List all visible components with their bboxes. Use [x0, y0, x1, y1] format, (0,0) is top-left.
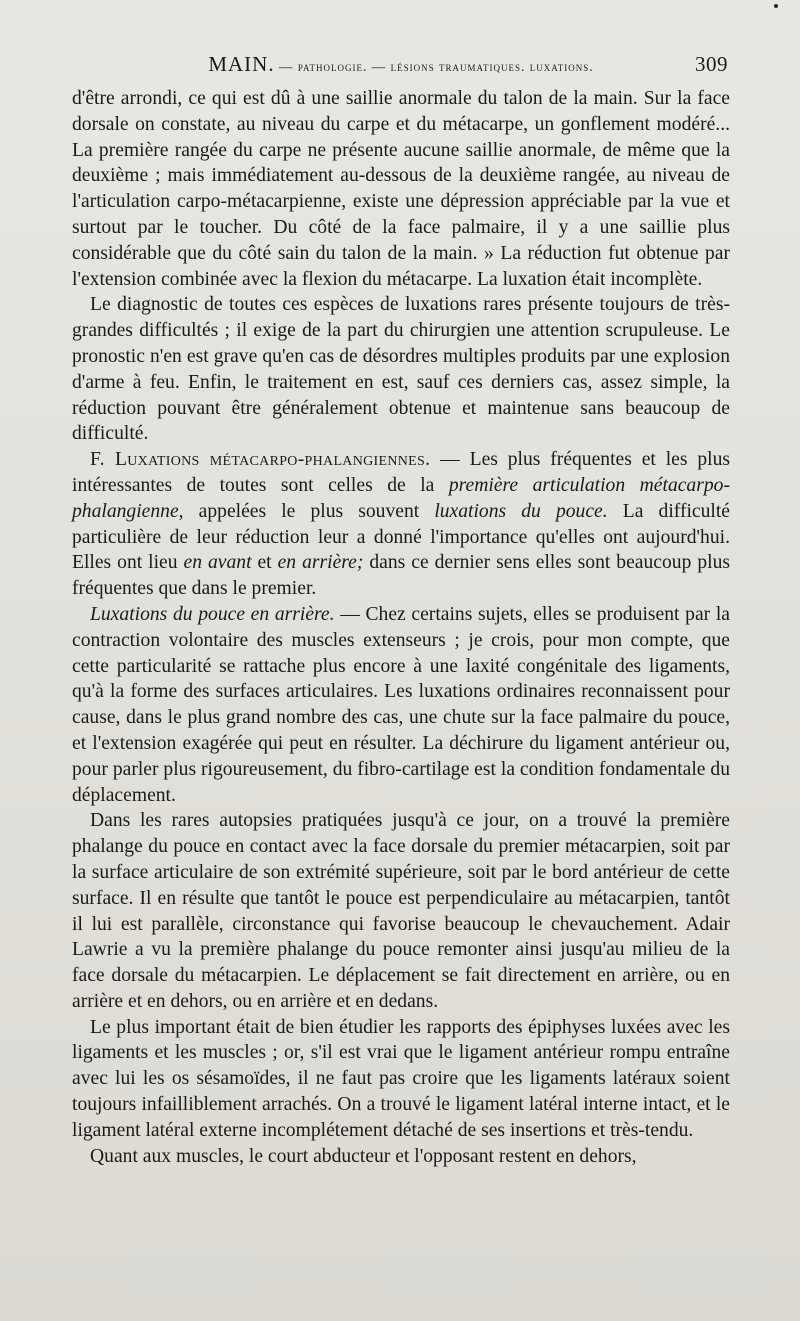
- italic-run: luxations du pouce.: [434, 500, 608, 522]
- subsection-heading: Luxations du pouce en arrière.: [90, 603, 335, 625]
- text-run: et: [251, 552, 278, 574]
- italic-run: première articulation métacarpo-phalangienne: [72, 474, 730, 522]
- paragraph-2: Le diagnostic de toutes ces espèces de luxations rares présente toujours de très-grandes difficultés ; il exige de la part du chirurgien une attention scrupuleuse. Le pronostic n'en est grave qu'en cas de désordres multiples produits par une explosion d'arme à feu. Enfin, le traitement en est, sauf ces derniers cas, assez simple, la réduction pouvant être généralement obtenue et maintenue sans beaucoup de difficulté.: [72, 294, 730, 445]
- paragraph-6: Le plus important était de bien étudier les rapports des épiphyses luxées avec les ligaments et les muscles ; or, s'il est vrai que le ligament antérieur rompu entraîne avec lui les os sésamoïdes, il ne faut pas croire que les ligaments latéraux soient toujours infailliblement arrachés. On a trouvé le ligament latéral interne intact, et le ligament latéral externe incomplétement détaché de ses insertions et très-tendu.: [72, 1016, 730, 1141]
- body-text: [72, 86, 730, 1169]
- text-run: , appelées le plus souvent: [178, 500, 435, 522]
- paragraph-1: d'être arrondi, ce qui est dû à une saillie anormale du talon de la main. Sur la face dorsale on constate, au niveau du carpe et du métacarpe, un gonflement modéré... La première rangée du carpe ne présente aucune saillie anormale, de même que la deuxième ; mais immédiatement au-dessous de la deuxième rangée, au niveau de l'articulation carpo-métacarpienne, existe une dépression appréciable par la vue et surtout par le toucher. Du côté de la face palmaire, il y a une saillie plus considérable que du côté sain du talon de la main. » La réduction fut obtenue par l'extension combinée avec la flexion du métacarpe. La luxation était incomplète.: [72, 88, 730, 290]
- running-head-subtitle: — pathologie. — lésions traumatiques. luxations.: [274, 59, 594, 74]
- ink-speck: [774, 4, 778, 8]
- section-heading: F. Luxations métacarpo-phalangiennes.: [90, 449, 431, 471]
- text-run: dans ce dernier sens elles sont beaucoup plus fréquentes que dans le premier.: [72, 552, 731, 600]
- italic-run: en avant: [183, 552, 252, 574]
- italic-run: en arrière;: [277, 552, 364, 574]
- page-number: 309: [695, 52, 728, 76]
- paragraph-7: Quant aux muscles, le court abducteur et l'opposant restent en dehors,: [90, 1145, 637, 1167]
- text-run: La difficulté particulière de leur réduction leur a donné l'importance qu'elles ont aujourd'hui. Elles ont lieu: [72, 500, 730, 574]
- running-head: [72, 52, 730, 86]
- text-run: — Les plus fréquentes et les plus intéressantes de toutes sont celles de la: [72, 449, 730, 496]
- text-run: — Chez certains sujets, elles se produisent par la contraction volontaire des muscles extenseurs ; je crois, pour mon compte, que cette particularité se rattache plus encore à une laxité congénitale des ligaments, qu'à la forme des surfaces articulaires. Les luxations ordinaires reconnaissent pour cause, dans le plus grand nombre des cas, une chute sur la face palmaire du pouce, et l'extension exagérée qui peut en résulter. La déchirure du ligament antérieur ou, pour parler plus rigoureusement, du fibro-cartilage est la condition fondamentale du déplacement.: [72, 603, 730, 806]
- paragraph-3: [72, 447, 730, 602]
- running-head-title: MAIN.: [208, 52, 275, 76]
- paragraph-4: [72, 602, 730, 808]
- paragraph-5: Dans les rares autopsies pratiquées jusqu'à ce jour, on a trouvé la première phalange du pouce en contact avec la face dorsale du premier métacarpien, soit par la surface articulaire de son extrémité supérieure, soit par le bord antérieur de cette surface. Il en résulte que tantôt le pouce est perpendiculaire au métacarpien, tantôt il lui est parallèle, circonstance qui favorise beaucoup le chevauchement. Adair Lawrie a vu la première phalange du pouce remonter ainsi jusqu'au milieu de la face dorsale du métacarpien. Le déplacement se fait directement en arrière, ou en arrière et en dehors, ou en arrière et en dedans.: [72, 810, 730, 1012]
